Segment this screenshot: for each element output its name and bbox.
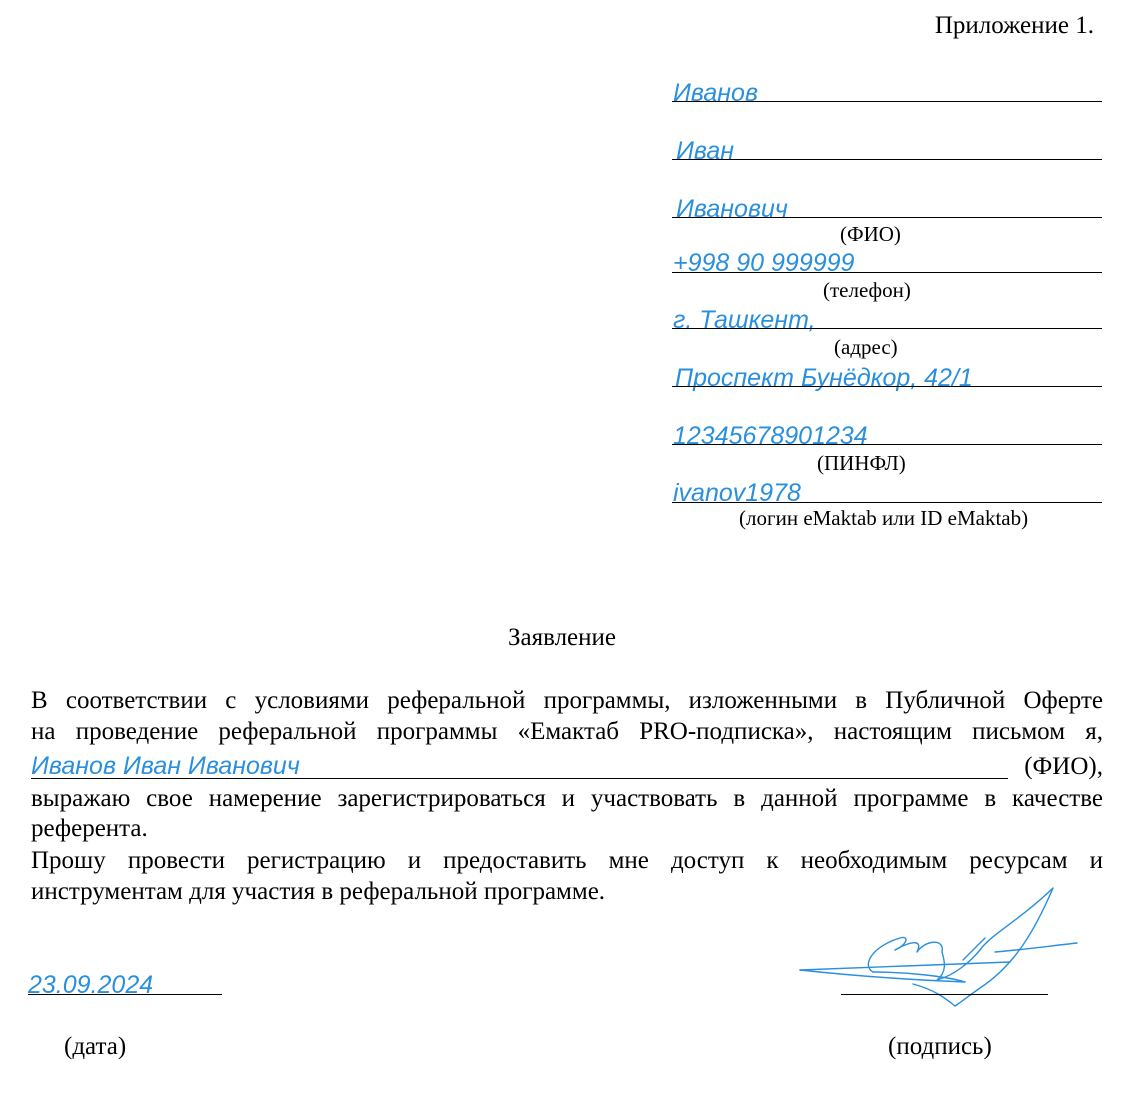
address-street-value[interactable]: Проспект Бунёдкор, 42/1 — [675, 364, 973, 392]
statement-line-6: Прошу провести регистрацию и предоставить мне доступ к необходимым ресурсам и — [31, 847, 1103, 874]
signature-line — [841, 994, 1048, 995]
phone-line — [672, 272, 1102, 273]
pinfl-caption: (ПИНФЛ) — [817, 451, 906, 475]
statement-fio-value[interactable]: Иванов Иван Иванович — [31, 752, 300, 780]
last-name-value[interactable]: Иванов — [673, 79, 758, 107]
first-name-line — [672, 159, 1102, 160]
appendix-label: Приложение 1. — [934, 12, 1094, 39]
phone-value[interactable]: +998 90 999999 — [673, 249, 855, 277]
patronymic-value[interactable]: Иванович — [676, 195, 788, 223]
statement-line-1: В соответствии с условиями реферальной программы, изложенными в Публичной Оферте — [31, 687, 1103, 714]
address-caption: (адрес) — [834, 335, 898, 359]
address-city-line — [672, 328, 1102, 329]
statement-fio-caption: (ФИО), — [1024, 753, 1103, 780]
last-name-line — [672, 101, 1102, 102]
signature-caption: (подпись) — [888, 1033, 992, 1060]
address-city-value[interactable]: г. Ташкент, — [673, 306, 816, 334]
date-caption: (дата) — [64, 1033, 127, 1060]
pinfl-line — [672, 444, 1102, 445]
statement-line-2: на проведение реферальной программы «Емактаб PRO-подписка», настоящим письмом я, — [31, 718, 1103, 745]
statement-line-7: инструментам для участия в реферальной программе. — [31, 878, 606, 905]
pinfl-value[interactable]: 12345678901234 — [673, 422, 868, 450]
login-line — [672, 502, 1102, 503]
phone-caption: (телефон) — [823, 278, 911, 302]
date-line — [28, 994, 222, 995]
login-caption: (логин eMaktab или ID eMaktab) — [739, 506, 1029, 530]
statement-line-5: референта. — [31, 815, 148, 842]
login-value[interactable]: ivanov1978 — [673, 479, 801, 507]
address-street-line — [672, 386, 1102, 387]
statement-fio-row — [31, 752, 1103, 782]
first-name-value[interactable]: Иван — [676, 137, 735, 165]
statement-line-4: выражаю свое намерение зарегистрироваться и участвовать в данной программе в качестве — [31, 785, 1103, 812]
statement-title: Заявление — [507, 624, 617, 651]
fio-caption: (ФИО) — [840, 222, 901, 246]
patronymic-line — [672, 217, 1102, 218]
date-value[interactable]: 23.09.2024 — [28, 971, 154, 999]
